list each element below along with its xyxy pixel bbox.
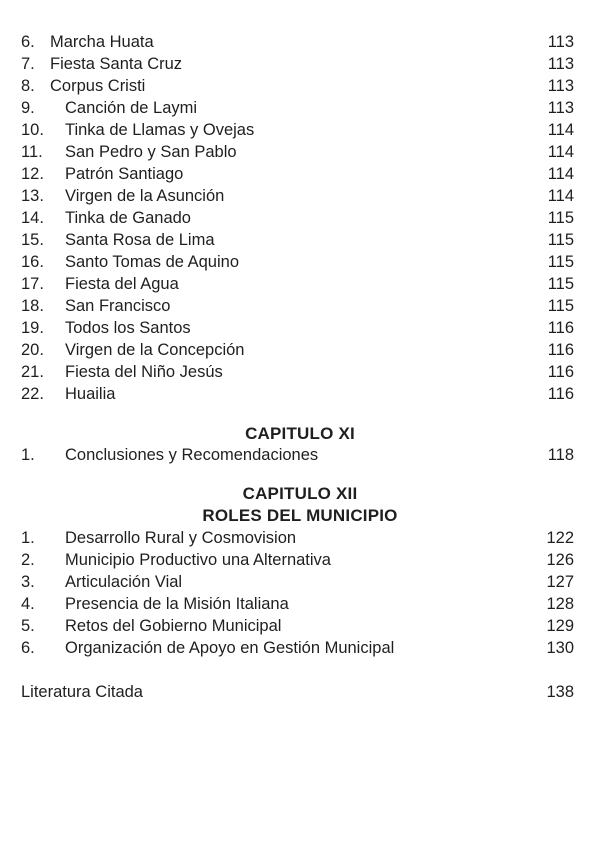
entry-number: 7. [21,55,35,73]
entry-page: 116 [547,363,574,381]
entry-title: Fiesta Santa Cruz [50,55,183,73]
entry-number: 18. [21,297,44,315]
entry-title: Organización de Apoyo en Gestión Municipal [65,639,395,657]
toc-entry [21,361,574,383]
toc-entry [21,141,574,163]
toc-entry [21,207,574,229]
entry-number: 11. [21,143,43,161]
entry-title: Virgen de la Concepción [65,341,245,359]
entry-number: 1. [21,446,35,464]
entry-title: San Francisco [65,297,171,315]
toc-entry [21,185,574,207]
entry-number: 3. [21,573,35,591]
entry-page: 128 [546,595,574,613]
chapter-xi-heading: CAPITULO XI [245,424,355,443]
toc-entry [21,97,574,119]
entry-page: 115 [547,275,574,293]
entry-page: 114 [547,187,574,205]
literature-page: 138 [546,683,574,701]
entry-number: 20. [21,341,44,359]
entry-page: 113 [547,77,574,95]
entry-number: 5. [21,617,35,635]
entry-number: 15. [21,231,44,249]
entry-page: 118 [547,446,574,464]
toc-entry [21,119,574,141]
entry-number: 22. [21,385,44,403]
entry-title: Retos del Gobierno Municipal [65,617,282,635]
entry-title: Fiesta del Niño Jesús [65,363,223,381]
toc-entry [21,339,574,361]
entry-title: Santa Rosa de Lima [65,231,215,249]
entry-page: 127 [546,573,574,591]
entry-title: Tinka de Llamas y Ovejas [65,121,255,139]
toc-entry [21,444,574,466]
toc-entry [21,163,574,185]
toc-entry [21,637,574,659]
entry-page: 116 [547,341,574,359]
entry-number: 6. [21,33,35,51]
entry-page: 114 [547,165,574,183]
entry-page: 113 [547,33,574,51]
entry-page: 115 [547,231,574,249]
entry-page: 114 [547,143,574,161]
toc-entry [21,571,574,593]
toc-entry [21,273,574,295]
toc-entry [21,527,574,549]
entry-title: Virgen de la Asunción [65,187,225,205]
entry-title: Santo Tomas de Aquino [65,253,239,271]
entry-title: Marcha Huata [50,33,154,51]
entry-page: 113 [547,55,574,73]
entry-title: Desarrollo Rural y Cosmovision [65,529,297,547]
literature-title: Literatura Citada [21,683,143,701]
entry-page: 116 [547,385,574,403]
entry-page: 129 [546,617,574,635]
entry-title: Corpus Cristi [50,77,146,95]
entry-title: Conclusiones y Recomendaciones [65,446,319,464]
literature-entry [21,681,574,703]
toc-entry [21,229,574,251]
entry-title: Patrón Santiago [65,165,184,183]
entry-number: 9. [21,99,35,117]
toc-entry [21,31,574,53]
toc-entry [21,53,574,75]
entry-page: 113 [547,99,574,117]
toc-entry [21,593,574,615]
chapter-xii-subheading: ROLES DEL MUNICIPIO [202,506,398,525]
toc-entry [21,549,574,571]
entry-title: Municipio Productivo una Alternativa [65,551,331,569]
entry-number: 17. [21,275,44,293]
entry-title: Presencia de la Misión Italiana [65,595,289,613]
toc-entry [21,383,574,405]
entry-page: 114 [547,121,574,139]
entry-page: 126 [546,551,574,569]
entry-page: 130 [546,639,574,657]
entry-title: Articulación Vial [65,573,183,591]
toc-entry [21,295,574,317]
entry-page: 115 [547,253,574,271]
entry-number: 6. [21,639,35,657]
entry-page: 116 [547,319,574,337]
entry-title: Todos los Santos [65,319,191,337]
entry-page: 115 [547,209,574,227]
entry-title: Canción de Laymi [65,99,198,117]
toc-entry [21,251,574,273]
entry-title: Fiesta del Agua [65,275,179,293]
entry-number: 10. [21,121,44,139]
toc-entry [21,317,574,339]
entry-title: San Pedro y San Pablo [65,143,237,161]
entry-number: 13. [21,187,44,205]
entry-number: 14. [21,209,44,227]
entry-number: 2. [21,551,35,569]
entry-number: 12. [21,165,44,183]
entry-number: 8. [21,77,35,95]
entry-number: 19. [21,319,44,337]
entry-number: 16. [21,253,44,271]
entry-page: 122 [546,529,574,547]
entry-number: 1. [21,529,35,547]
entry-number: 4. [21,595,35,613]
entry-title: Tinka de Ganado [65,209,191,227]
entry-number: 21. [21,363,44,381]
entry-title: Huailia [65,385,116,403]
toc-entry [21,75,574,97]
toc-entry [21,615,574,637]
entry-page: 115 [547,297,574,315]
chapter-xii-heading: CAPITULO XII [242,484,358,503]
